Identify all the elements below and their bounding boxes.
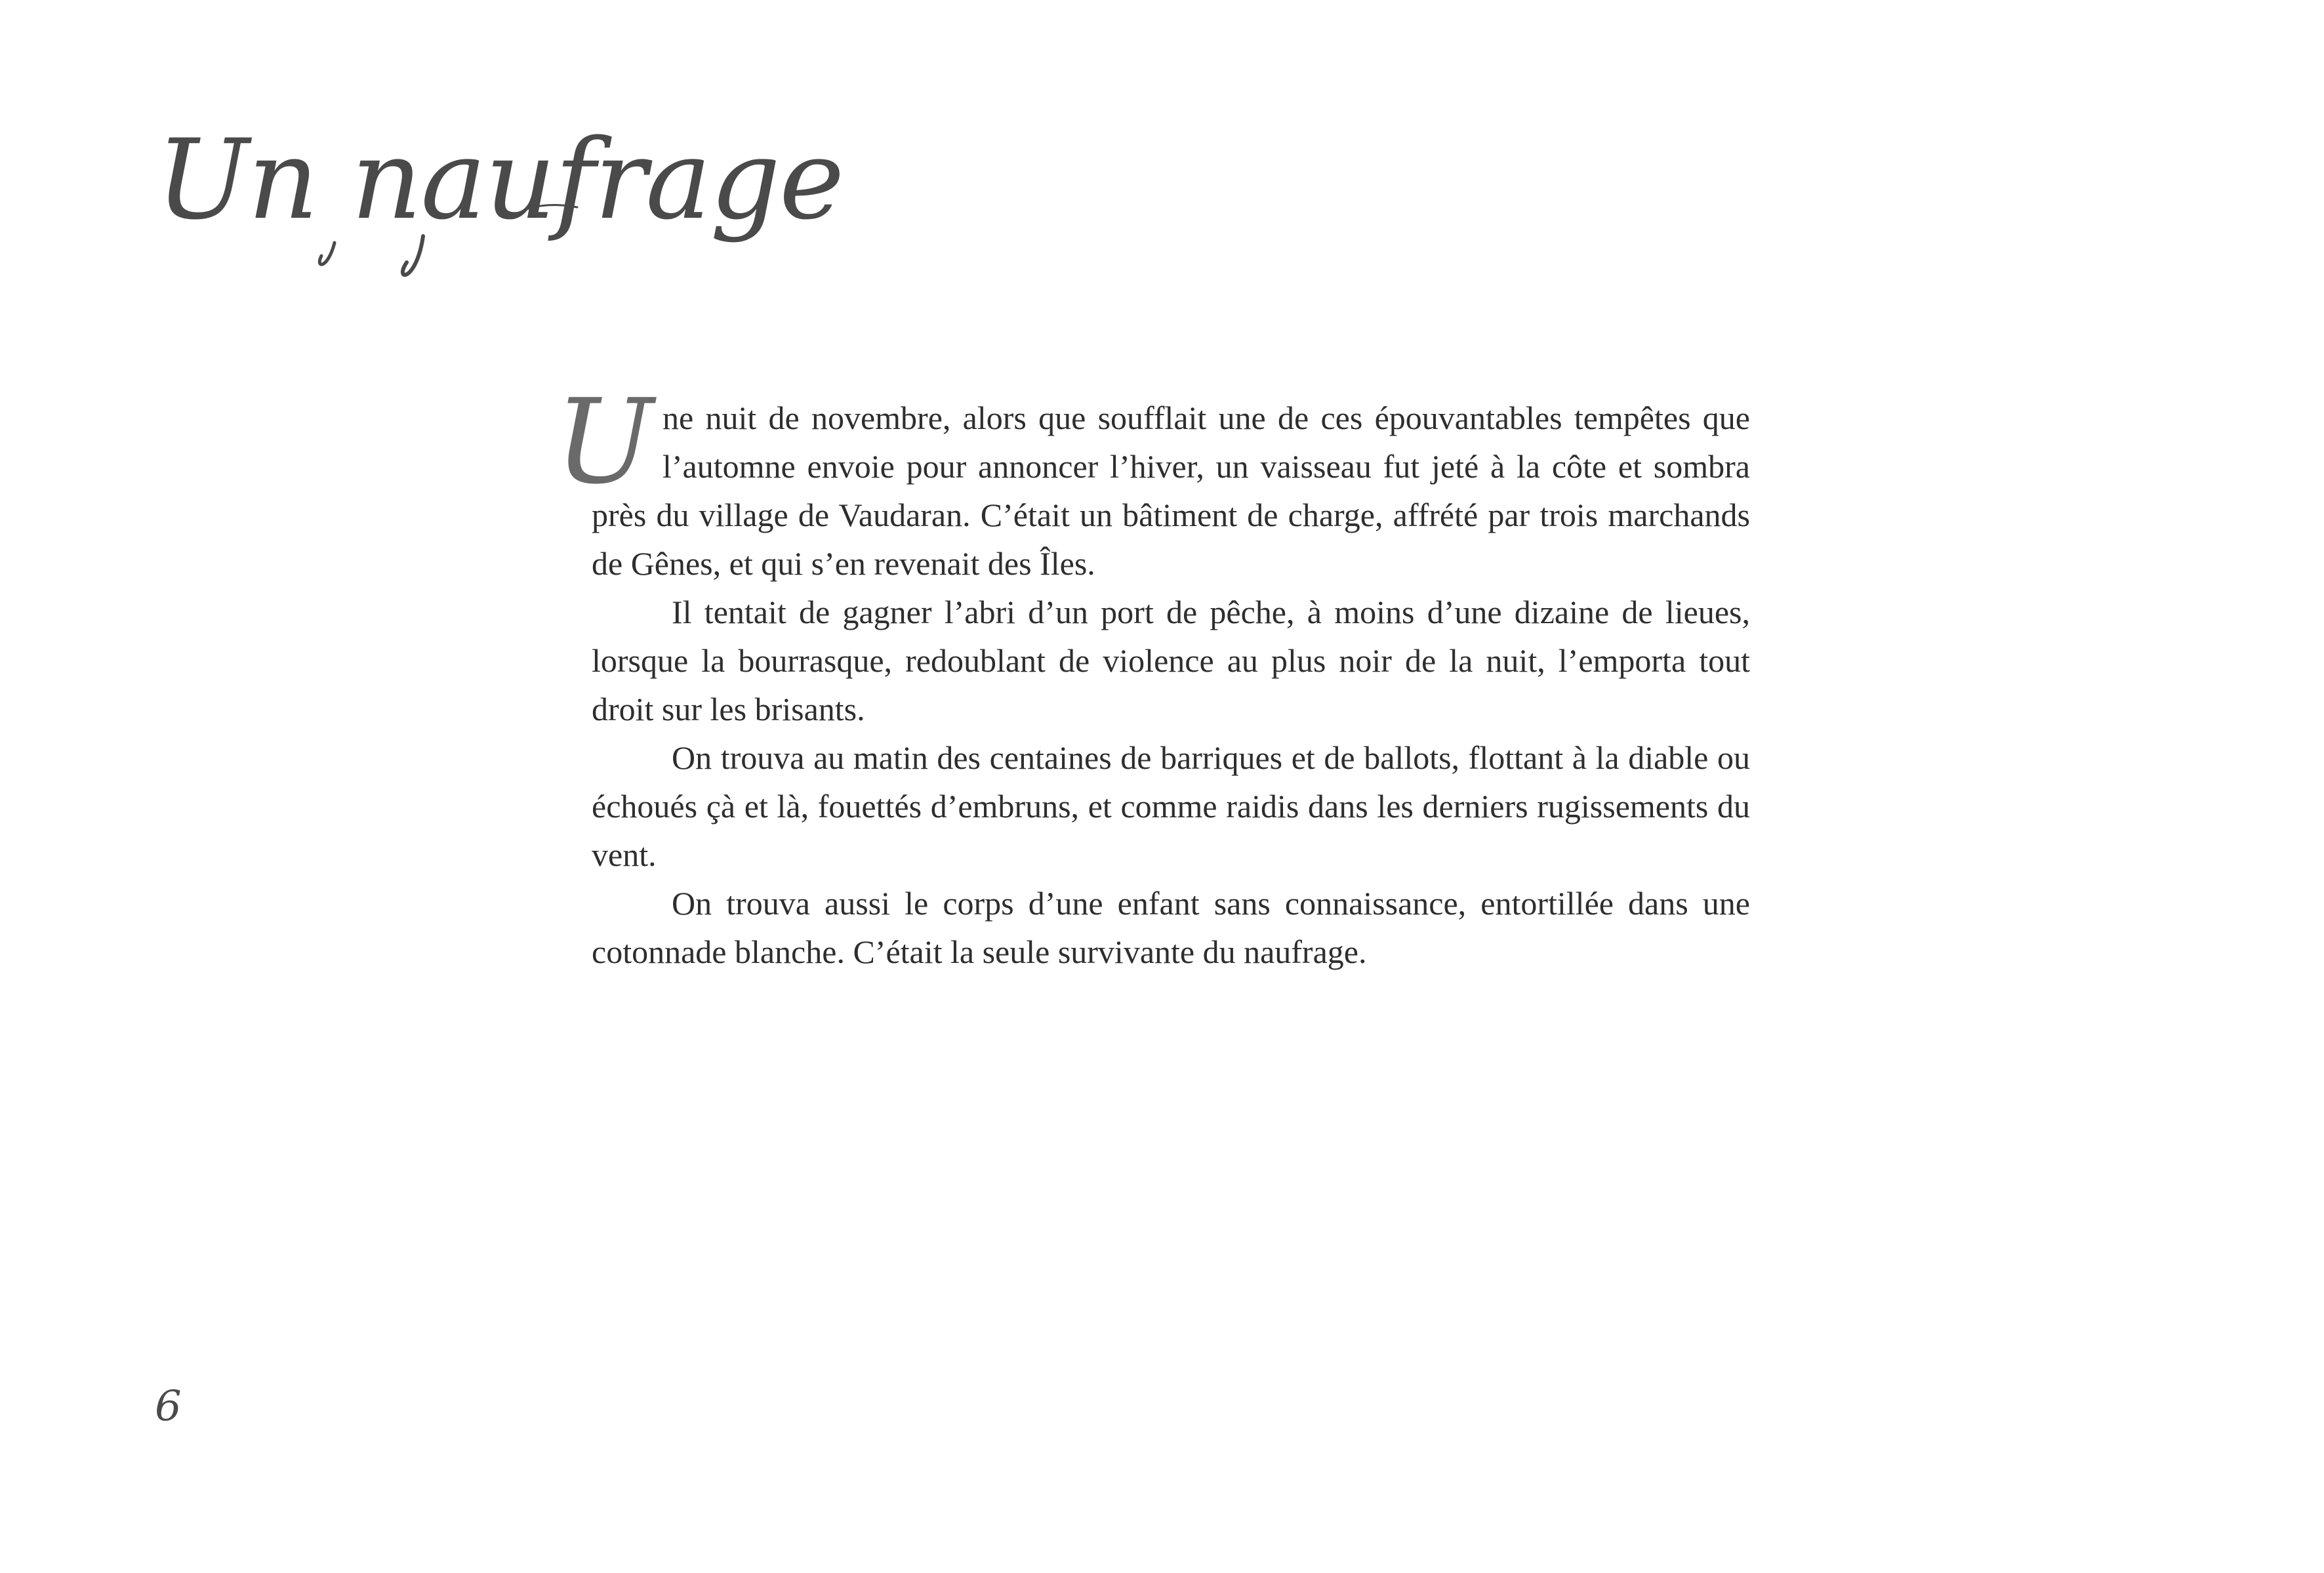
chapter-body	[555, 374, 1750, 976]
title-flourish-icon	[308, 171, 584, 289]
paragraph-1-text: ne nuit de novembre, alors que soufflait une de ces épouvantables tempêtes que l’automne envoie pour annoncer l’hiver, un vaisseau fut jeté à la côte et sombra près du village de Vaudaran. C’était un bâtiment de charge, affrété par trois marchands de Gênes, et qui s’en revenait des Îles.	[592, 399, 1750, 582]
chapter-title: Un naufrage	[156, 115, 844, 244]
paragraph-3: On trouva au matin des centaines de barriques et de ballots, flottant à la diable ou échoués çà et là, fouettés d’embruns, et comme raidis dans les derniers rugissements du vent.	[592, 739, 1750, 873]
drop-cap: U	[555, 374, 651, 510]
page-number: 6	[155, 1382, 182, 1431]
paragraph-4: On trouva aussi le corps d’une enfant sans connaissance, entortillée dans une cotonnade blanche. C’était la seule survivante du naufrage.	[592, 885, 1750, 970]
paragraph-1	[555, 374, 1750, 588]
paragraph-2: Il tentait de gagner l’abri d’un port de pêche, à moins d’une dizaine de lieues, lorsque la bourrasque, redoublant de violence au plus noir de la nuit, l’emporta tout droit sur les brisants.	[592, 594, 1750, 727]
